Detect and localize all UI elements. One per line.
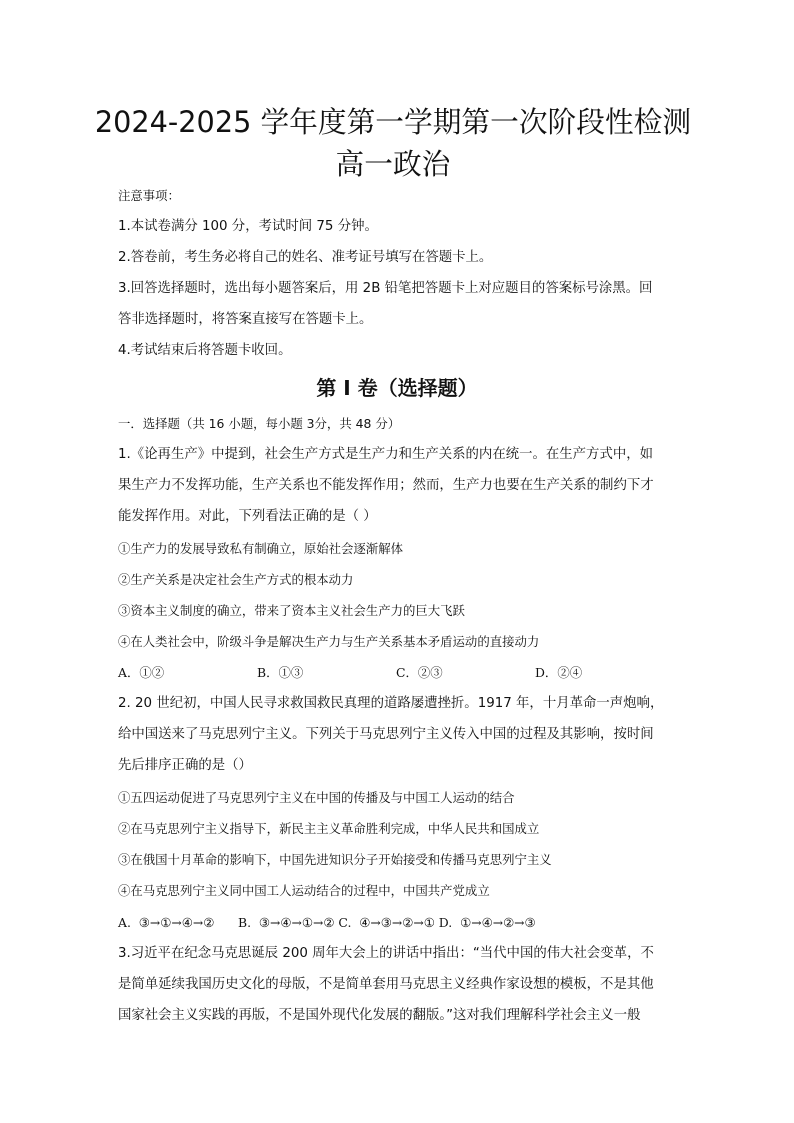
q2-stem-line-1: 2. 20 世纪初，中国人民寻求救国救民真理的道路屡遭挫折。1917 年，十月革命一声炮响， bbox=[118, 696, 664, 711]
note-item-3: 3.回答选择题时，选出每小题答案后，用 2B 铅笔把答题卡上对应题目的答案标号涂黑。回 bbox=[118, 281, 653, 296]
q1-option-c: C．②③ bbox=[396, 665, 443, 680]
q1-statement-4: ④在人类社会中，阶级斗争是解决生产力与生产关系基本矛盾运动的直接动力 bbox=[118, 634, 540, 649]
q2-stem-line-2: 给中国送来了马克思列宁主义。下列关于马克思列宁主义传入中国的过程及其影响，按时间 bbox=[118, 727, 654, 742]
q1-option-d: D．②④ bbox=[535, 665, 583, 680]
q1-option-b: B．①③ bbox=[257, 665, 304, 680]
section-title: 第 I 卷（选择题） bbox=[316, 376, 478, 400]
exam-title: 2024-2025 学年度第一学期第一次阶段性检测 bbox=[94, 105, 692, 139]
q1-option-a: A．①② bbox=[118, 665, 165, 680]
exam-subject: 高一政治 bbox=[335, 147, 451, 181]
q1-stem-line-3: 能发挥作用。对此，下列看法正确的是（ ） bbox=[118, 509, 377, 524]
q3-stem-line-2: 是简单延续我国历史文化的母版，不是简单套用马克思主义经典作家设想的模板，不是其他 bbox=[118, 977, 654, 992]
q1-stem-line-1: 1.《论再生产》中提到，社会生产方式是生产力和生产关系的内在统一。在生产方式中，如 bbox=[118, 447, 654, 462]
note-item-3-cont: 答非选择题时，将答案直接写在答题卡上。 bbox=[118, 312, 373, 327]
q2-stem-line-3: 先后排序正确的是（） bbox=[118, 758, 252, 773]
q2-statement-3: ③在俄国十月革命的影响下，中国先进知识分子开始接受和传播马克思列宁主义 bbox=[118, 852, 552, 867]
notes-heading: 注意事项： bbox=[118, 188, 180, 203]
q3-stem-line-3: 国家社会主义实践的再版，不是国外现代化发展的翻版。”这对我们理解科学社会主义一般 bbox=[118, 1008, 641, 1023]
q2-statement-1: ①五四运动促进了马克思列宁主义在中国的传播及与中国工人运动的结合 bbox=[118, 790, 515, 805]
q1-statement-3: ③资本主义制度的确立，带来了资本主义社会生产力的巨大飞跃 bbox=[118, 603, 465, 618]
note-item-4: 4.考试结束后将答题卡收回。 bbox=[118, 343, 292, 358]
q2-statement-2: ②在马克思列宁主义指导下，新民主主义革命胜利完成，中华人民共和国成立 bbox=[118, 821, 540, 836]
note-item-2: 2.答卷前，考生务必将自己的姓名、准考证号填写在答题卡上。 bbox=[118, 250, 493, 265]
q1-statement-1: ①生产力的发展导致私有制确立，原始社会逐渐解体 bbox=[118, 541, 403, 556]
q2-statement-4: ④在马克思列宁主义同中国工人运动结合的过程中，中国共产党成立 bbox=[118, 883, 490, 898]
q3-stem-line-1: 3.习近平在纪念马克思诞辰 200 周年大会上的讲话中指出：“当代中国的伟大社会变革，不 bbox=[118, 946, 654, 961]
q2-options: A. ③→①→④→② B. ③→④→①→② C. ④→③→②→① D. ①→④→②→③ bbox=[118, 915, 536, 930]
q1-stem-line-2: 果生产力不发挥功能，生产关系也不能发挥作用；然而，生产力也要在生产关系的制约下才 bbox=[118, 478, 654, 493]
note-item-1: 1.本试卷满分 100 分，考试时间 75 分钟。 bbox=[118, 219, 378, 234]
section-instruction: 一．选择题（共 16 小题，每小题 3分，共 48 分） bbox=[118, 416, 401, 431]
q1-statement-2: ②生产关系是决定社会生产方式的根本动力 bbox=[118, 572, 354, 587]
